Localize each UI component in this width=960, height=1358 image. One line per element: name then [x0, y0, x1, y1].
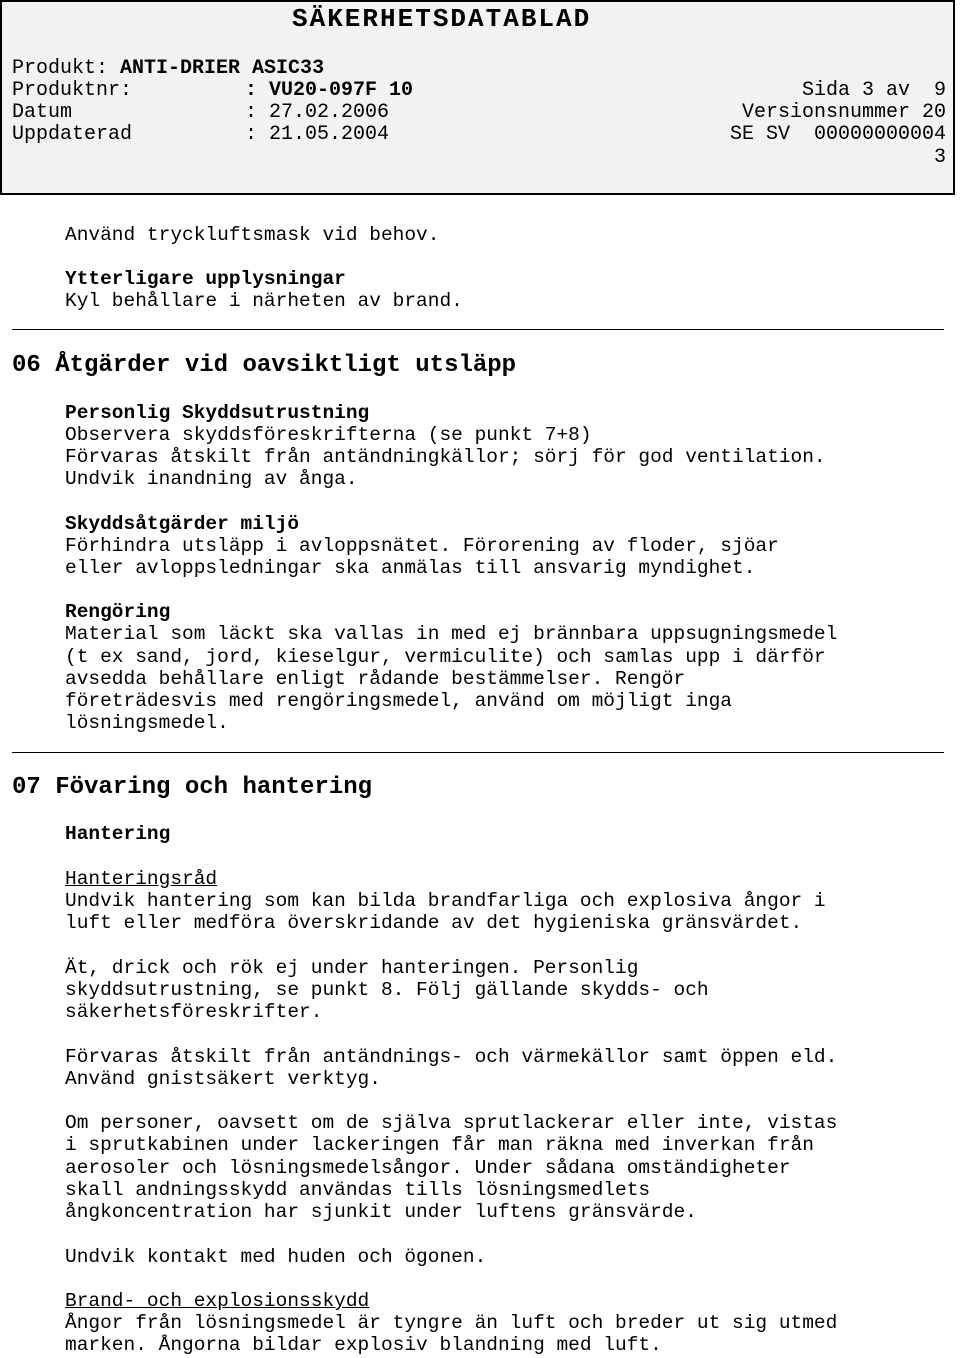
- version-number: Versionsnummer 20: [741, 101, 946, 124]
- more-info-line: Kyl behållare i närheten av brand.: [65, 290, 463, 312]
- fire-protection-heading: Brand- och explosionsskydd: [65, 1290, 370, 1312]
- skin-contact-line: Undvik kontakt med huden och ögonen.: [65, 1246, 487, 1268]
- eat-line: säkerhetsföreskrifter.: [65, 1001, 323, 1023]
- fire-line: Ångor från lösningsmedel är tyngre än luft och breder ut sig utmed: [65, 1312, 838, 1334]
- more-info-heading: Ytterligare upplysningar: [65, 268, 346, 290]
- store-line: Förvaras åtskilt från antändnings- och värmekällor samt öppen eld.: [65, 1046, 838, 1068]
- advice-line: luft eller medföra överskridande av det hygieniska gränsvärdet.: [65, 912, 803, 934]
- eat-line: Ät, drick och rök ej under hanteringen. Personlig: [65, 957, 639, 979]
- spray-line: ångkoncentration har sjunkit under luftens gränsvärde.: [65, 1201, 697, 1223]
- updated-value: : 21.05.2004: [245, 123, 390, 146]
- ppe-line: Undvik inandning av ånga.: [65, 468, 358, 490]
- updated-label: Uppdaterad: [12, 123, 133, 146]
- fire-line: marken. Ångorna bildar explosiv blandning med luft.: [65, 1334, 662, 1356]
- product-line: [12, 58, 324, 80]
- cleaning-line: företrädesvis med rengöringsmedel, använd om möjligt inga: [65, 690, 733, 712]
- spray-line: skall andningsskydd användas tills lösningsmedlets: [65, 1179, 651, 1201]
- section-divider: [12, 752, 944, 753]
- page-digit: 3: [933, 146, 946, 169]
- date-line: [12, 101, 390, 124]
- cleaning-heading: Rengöring: [65, 601, 171, 623]
- document-title: SÄKERHETSDATABLAD: [292, 4, 592, 34]
- cleaning-line: (t ex sand, jord, kieselgur, vermiculite) och samlas upp i därför: [65, 646, 826, 668]
- eat-line: skyddsutrustning, se punkt 8. Följ gällande skydds- och: [65, 979, 709, 1001]
- ppe-line: Observera skyddsföreskrifterna (se punkt 7+8): [65, 424, 592, 446]
- date-label: Datum: [12, 101, 73, 124]
- product-value: ANTI-DRIER ASIC33: [120, 57, 325, 80]
- env-line: Förhindra utsläpp i avloppsnätet. Förorening av floder, sjöar: [65, 535, 779, 557]
- productnr-line: [12, 79, 414, 102]
- page-indicator: Sida 3 av 9: [801, 79, 946, 102]
- spray-line: aerosoler och lösningsmedelsångor. Under sådana omständigheter: [65, 1157, 791, 1179]
- date-value: : 27.02.2006: [245, 101, 390, 124]
- cleaning-line: Material som läckt ska vallas in med ej brännbara uppsugningsmedel: [65, 623, 838, 645]
- handling-heading: Hantering: [65, 823, 171, 845]
- section-divider: [12, 329, 944, 330]
- cleaning-line: avsedda behållare enligt rådande bestämmelser. Rengör: [65, 668, 686, 690]
- handling-advice-heading: Hanteringsråd: [65, 868, 218, 890]
- productnr-label: Produktnr:: [12, 79, 133, 102]
- env-heading: Skyddsåtgärder miljö: [65, 513, 300, 535]
- advice-line: Undvik hantering som kan bilda brandfarliga och explosiva ångor i: [65, 890, 826, 912]
- productnr-value: : VU20-097F 10: [245, 79, 414, 102]
- se-sv-code: SE SV 00000000004: [729, 123, 946, 146]
- updated-line: [12, 123, 390, 146]
- spray-line: Om personer, oavsett om de själva sprutlackerar eller inte, vistas: [65, 1112, 838, 1134]
- respirator-line: Använd tryckluftsmask vid behov.: [65, 224, 440, 246]
- product-label: Produkt:: [12, 57, 109, 80]
- env-line: eller avloppsledningar ska anmälas till ansvarig myndighet.: [65, 557, 756, 579]
- spray-line: i sprutkabinen under lackeringen får man räkna med inverkan från: [65, 1134, 814, 1156]
- ppe-line: Förvaras åtskilt från antändningkällor; sörj för god ventilation.: [65, 446, 826, 468]
- ppe-heading: Personlig Skyddsutrustning: [65, 402, 370, 424]
- section-07-heading: 07 Fövaring och hantering: [12, 774, 373, 801]
- cleaning-line: lösningsmedel.: [65, 712, 229, 734]
- store-line: Använd gnistsäkert verktyg.: [65, 1068, 381, 1090]
- section-06-heading: 06 Åtgärder vid oavsiktligt utsläpp: [12, 352, 517, 379]
